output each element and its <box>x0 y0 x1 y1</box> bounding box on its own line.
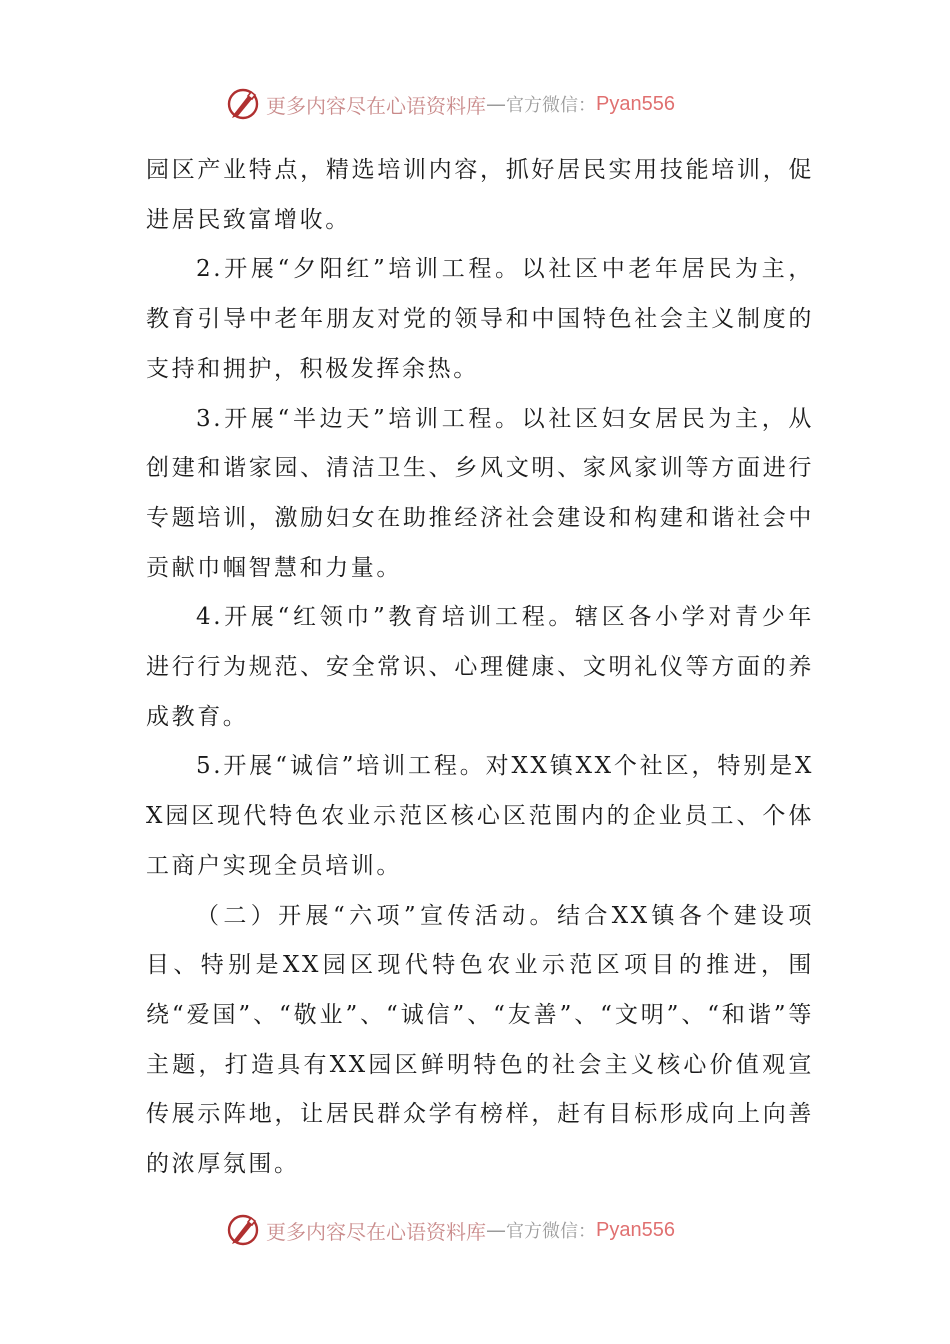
banner-wechat-label: 官方微信： <box>506 1221 596 1242</box>
document-body <box>146 146 814 1190</box>
banner-wechat-id: Pyan556 <box>596 92 675 115</box>
paragraph-item-4: 4.开展“红领巾”教育培训工程。辖区各小学对青少年进行行为规范、安全常识、心理健康、文明礼仪等方面的养成教育。 <box>146 604 814 730</box>
banner-wechat-id: Pyan556 <box>596 1218 675 1241</box>
header-watermark-banner <box>226 84 675 124</box>
pen-nib-logo-icon <box>226 1213 260 1247</box>
paragraph-continuation: 园区产业特点，精选培训内容，抓好居民实用技能培训，促进居民致富增收。 <box>146 157 814 233</box>
paragraph-item-2: 2.开展“夕阳红”培训工程。以社区中老年居民为主，教育引导中老年朋友对党的领导和中国特色社会主义制度的支持和拥护，积极发挥余热。 <box>146 256 814 382</box>
footer-watermark-banner <box>226 1210 675 1250</box>
paragraph-section-2: （二）开展“六项”宣传活动。结合XX镇各个建设项目、特别是XX园区现代特色农业示范区项目的推进，围绕“爱国”、“敬业”、“诚信”、“友善”、“文明”、“和谐”等主题，打造具有XX园区鲜明特色的社会主义核心价值观宣传展示阵地，让居民群众学有榜样，赶有目标形成向上向善的浓厚氛围。 <box>146 902 814 1178</box>
banner-dash: — <box>486 1218 506 1242</box>
banner-main-text: 更多内容尽在心语资料库 <box>266 1219 486 1244</box>
paragraph-item-5: 5.开展“诚信”培训工程。对XX镇XX个社区，特别是XX园区现代特色农业示范区核心区范围内的企业员工、个体工商户实现全员培训。 <box>146 753 814 879</box>
banner-wechat-label: 官方微信： <box>506 95 596 116</box>
paragraph-item-3: 3.开展“半边天”培训工程。以社区妇女居民为主，从创建和谐家园、清洁卫生、乡风文明、家风家训等方面进行专题培训，激励妇女在助推经济社会建设和构建和谐社会中贡献巾帼智慧和力量。 <box>146 405 814 581</box>
banner-main-text: 更多内容尽在心语资料库 <box>266 93 486 118</box>
pen-nib-logo-icon <box>226 87 260 121</box>
banner-dash: — <box>486 92 506 116</box>
